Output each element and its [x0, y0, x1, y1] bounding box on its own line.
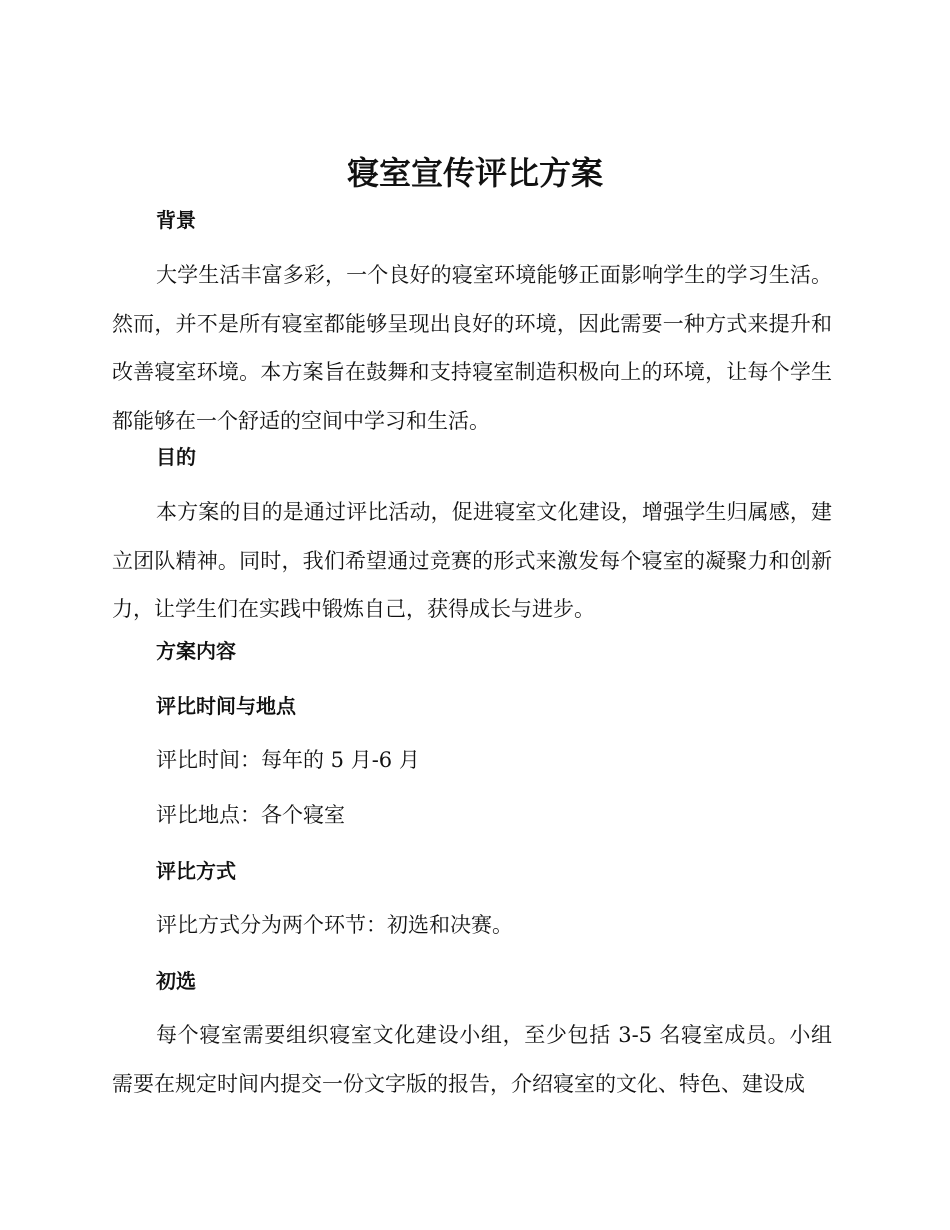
- heading-plan-content: 方案内容: [156, 639, 236, 663]
- line-evaluation-method: 评比方式分为两个环节：初选和决赛。: [156, 913, 513, 937]
- paragraph-background: 大学生活丰富多彩，一个良好的寝室环境能够正面影响学生的学习生活。然而，并不是所有寝室都能够呈现出良好的环境，因此需要一种方式来提升和改善寝室环境。本方案旨在鼓舞和支持寝室制造积极向上的环境，让每个学生都能够在一个舒适的空间中学习和生活。: [112, 263, 832, 433]
- paragraph-preliminary: 每个寝室需要组织寝室文化建设小组，至少包括 3-5 名寝室成员。小组需要在规定时间内提交一份文字版的报告，介绍寝室的文化、特色、建设成: [112, 1023, 832, 1096]
- document-title: 寝室宣传评比方案: [346, 154, 603, 192]
- heading-purpose: 目的: [156, 445, 196, 469]
- heading-background: 背景: [156, 208, 196, 232]
- heading-method: 评比方式: [156, 859, 236, 883]
- heading-time-place: 评比时间与地点: [156, 694, 296, 718]
- heading-preliminary: 初选: [156, 969, 196, 993]
- line-evaluation-place: 评比地点：各个寝室: [156, 803, 345, 827]
- line-evaluation-time: 评比时间：每年的 5 月-6 月: [156, 748, 420, 772]
- paragraph-purpose: 本方案的目的是通过评比活动，促进寝室文化建设，增强学生归属感，建立团队精神。同时，我们希望通过竞赛的形式来激发每个寝室的凝聚力和创新力，让学生们在实践中锻炼自己，获得成长与进步。: [112, 500, 832, 621]
